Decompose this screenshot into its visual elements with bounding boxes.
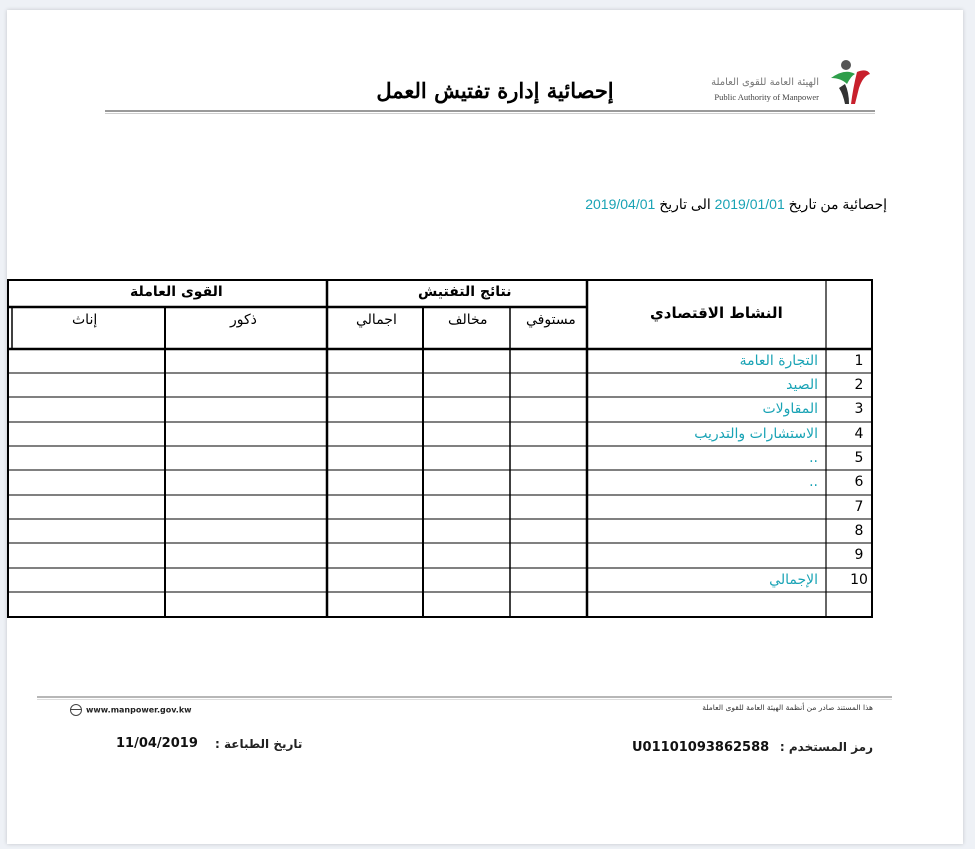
print-date-label: تاريخ الطباعة : <box>215 737 303 751</box>
row-number: 6 <box>854 474 864 490</box>
document-notice: هذا المستند صادر من أنظمة الهيئة العامة للقوى العاملة <box>702 703 873 712</box>
row-activity: الاستشارات والتدريب <box>694 426 818 442</box>
subheader-males: ذكور <box>230 312 257 328</box>
user-code-value: U01101093862588 <box>632 740 770 755</box>
header-economic-activity: النشاط الاقتصادي <box>650 304 783 322</box>
logo-english-name: Public Authority of Manpower <box>714 92 819 102</box>
footer-divider-shadow <box>37 699 892 700</box>
date-from: 2019/01/01 <box>714 196 785 212</box>
row-activity: .. <box>809 474 818 490</box>
subheader-compliant: مستوفي <box>526 312 576 328</box>
row-number: 3 <box>854 401 864 417</box>
row-number: 4 <box>854 426 864 442</box>
globe-icon <box>70 704 82 716</box>
subheader-total: اجمالي <box>356 312 397 328</box>
date-to: 2019/04/01 <box>585 196 656 212</box>
row-number: 9 <box>854 547 864 563</box>
subheader-females: إناث <box>72 312 98 328</box>
header-workforce: القوى العاملة <box>130 284 223 300</box>
row-number: 1 <box>854 353 864 369</box>
row-number: 7 <box>854 499 864 515</box>
row-number: 10 <box>850 572 868 588</box>
row-activity: الصيد <box>786 377 818 393</box>
row-number: 8 <box>854 523 864 539</box>
website-link[interactable] <box>70 704 192 716</box>
logo-arabic-name: الهيئة العامة للقوى العاملة <box>711 77 819 88</box>
footer-divider <box>37 696 892 698</box>
print-date-value: 11/04/2019 <box>116 736 198 751</box>
row-activity: المقاولات <box>762 401 818 417</box>
row-number: 2 <box>854 377 864 393</box>
date-range-prefix: إحصائية من تاريخ <box>788 196 887 212</box>
date-range-middle: الى تاريخ <box>659 196 711 212</box>
page-title: إحصائية إدارة تفتيش العمل <box>376 78 614 103</box>
user-code-label: رمز المستخدم : <box>779 740 873 754</box>
subheader-violator: مخالف <box>448 312 488 328</box>
row-activity-total: الإجمالي <box>769 572 818 588</box>
row-activity: التجارة العامة <box>739 353 818 369</box>
row-activity: .. <box>809 450 818 466</box>
row-number: 5 <box>854 450 864 466</box>
website-text: www.manpower.gov.kw <box>86 705 192 715</box>
header-inspection-results: نتائج التفتيش <box>418 284 512 300</box>
